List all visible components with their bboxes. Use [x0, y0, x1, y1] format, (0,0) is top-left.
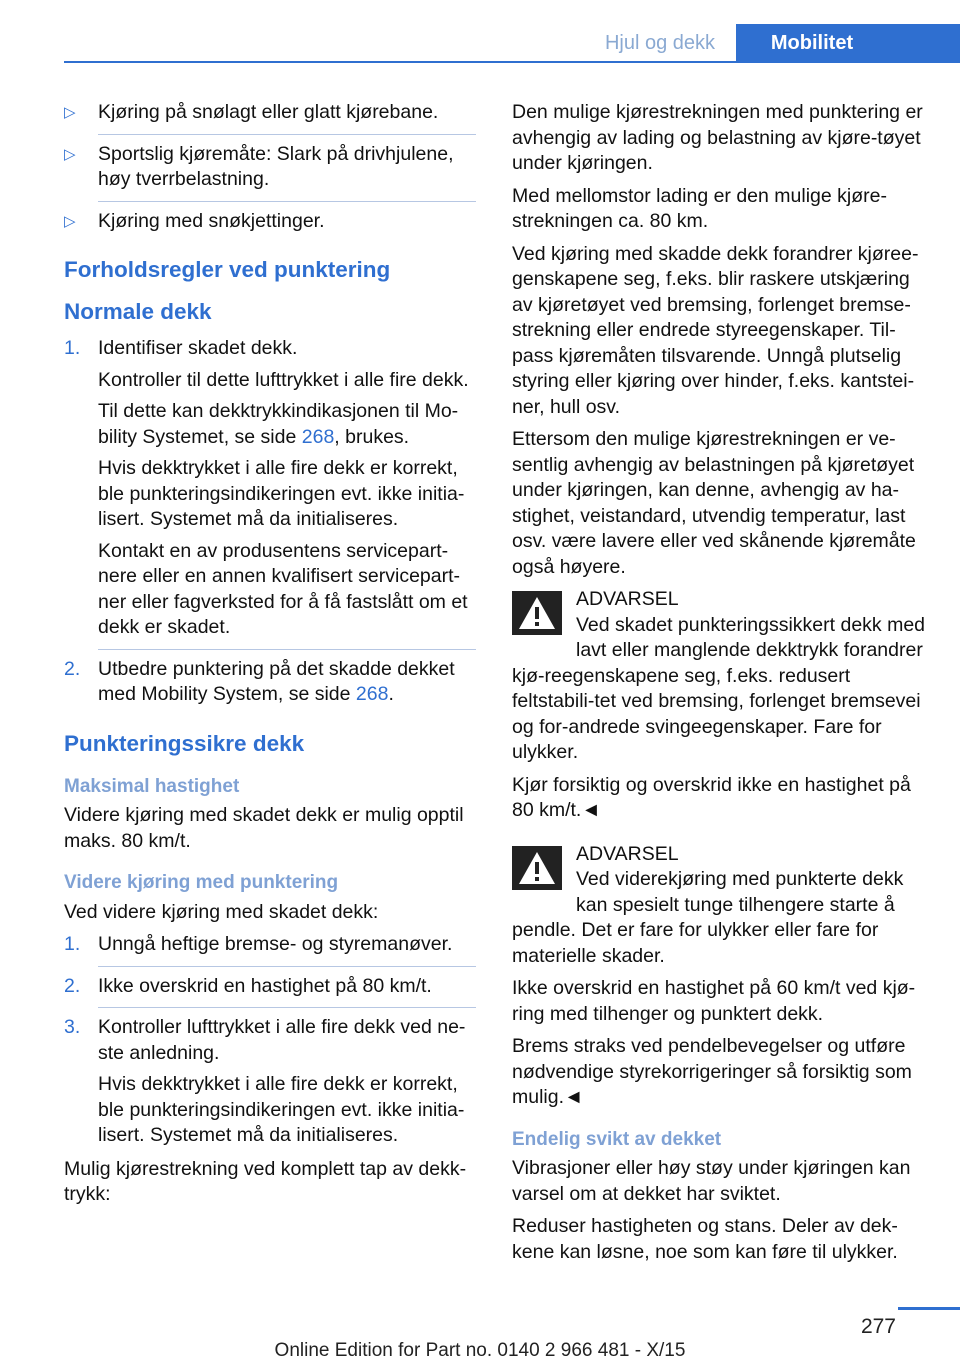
footer-rule	[898, 1307, 960, 1310]
text-segment: .	[388, 683, 394, 705]
step-item	[64, 932, 476, 958]
step-title: Identifiser skadet dekk.	[98, 337, 298, 359]
bullet-triangle-icon: ▷	[64, 212, 76, 230]
warning-block	[512, 842, 926, 970]
warning-title: ADVARSEL	[576, 842, 679, 865]
step-item	[64, 974, 476, 1000]
step-item	[64, 336, 476, 641]
paragraph: Reduser hastigheten og stans. Deler av dek-kene kan løsne, noe som kan føre til ulykker.	[512, 1215, 898, 1263]
warning-triangle-icon	[512, 591, 562, 635]
paragraph: Med mellomstor lading er den mulige kjøre-strekningen ca. 80 km.	[512, 184, 887, 232]
text-segment: , brukes.	[334, 425, 410, 448]
warning-triangle-icon	[512, 846, 562, 890]
paragraph: Ved kjøring med skadde dekk forandrer kjøree-genskapene seg, f.eks. blir raskere utskjæring av kjøretøyet ved bremsing, forlenget bremse-strekning eller endrede styreegenskaper. Til-pass kjøremåten tilsvarende. Unngå plutselig styring eller kjøring over hinder, f.eks. kantstei-ner, hull osv.	[512, 242, 919, 418]
warning-text: Ved skadet punkteringssikkert dekk med lavt eller manglende dekktrykk forandrer kjø-reegenskapene seg, f.eks. redusert feltstabili-tet ved bremsing, forlenget bremsevei og for-andrede svingeegenskaper. Fare for ulykker.	[512, 613, 926, 763]
tab-mobilitet[interactable]: Mobilitet	[736, 24, 960, 62]
step-text: Kontroller lufttrykket i alle fire dekk ved ne-ste anledning.	[98, 1016, 466, 1064]
paragraph: Den mulige kjørestrekningen med punktering er avhengig av lading og belastning av kjøre-tøyet under kjøringen.	[512, 101, 923, 174]
paragraph: Ved videre kjøring med skadet dekk:	[64, 900, 379, 923]
divider	[98, 1007, 476, 1008]
divider	[98, 649, 476, 650]
paragraph: Videre kjøring med skadet dekk er mulig opptil maks. 80 km/t.	[64, 804, 464, 852]
heading-punkteringssikre: Punkteringssikre dekk	[64, 730, 305, 756]
divider	[98, 201, 476, 202]
step-text	[98, 399, 476, 450]
bullet-triangle-icon: ▷	[64, 104, 76, 121]
heading-forholdsregler: Forholdsregler ved punktering	[64, 257, 391, 282]
heading-videre-kjoring: Videre kjøring med punktering	[64, 872, 339, 893]
text-segment: Til dette kan dekktrykkindikasjonen til Mo-bility Systemet, se side	[98, 400, 459, 448]
step-number: 3.	[64, 1016, 81, 1038]
list-item-text: Kjøring med snøkjettinger.	[98, 209, 325, 232]
step-text: Kontakt en av produsentens servicepart-nere eller en annen kvalifisert servicepart-ner eller fagverksted for å få fastslått om et dekk er skadet.	[98, 539, 468, 638]
step-text: Ikke overskrid en hastighet på 80 km/t.	[98, 974, 432, 997]
step-number: 1.	[64, 933, 81, 955]
step-text: Hvis dekktrykket i alle fire dekk er korrekt, ble punkteringsindikeringen evt. ikke initia-lisert. Systemet må da initialiseres.	[98, 457, 465, 530]
paragraph: Ettersom den mulige kjørestrekningen er ve-sentlig avhengig av belastningen på kjøretøyet under kjøringen, kan denne, avhengig av ha-stighet, veistandard, utvendig temperatur, last osv. være lavere eller ved skånende kjøremåte også høyere.	[512, 428, 916, 578]
paragraph: Kjør forsiktig og overskrid ikke en hastighet på 80 km/t.◄	[512, 773, 911, 821]
step-number: 2.	[64, 974, 81, 997]
divider	[98, 134, 476, 135]
step-text: Hvis dekktrykket i alle fire dekk er korrekt, ble punkteringsindikeringen evt. ikke initia-lisert. Systemet må da initialiseres.	[98, 1073, 465, 1146]
paragraph: Brems straks ved pendelbevegelser og utføre nødvendige styrekorrigeringer så forsiktig som mulig.◄	[512, 1035, 912, 1108]
page-number: 277	[860, 1315, 896, 1338]
footer-edition: Online Edition for Part no. 0140 2 966 481 - X/15	[274, 1340, 686, 1361]
page-link-268[interactable]: 268	[355, 683, 389, 705]
header-tabs	[584, 24, 960, 62]
paragraph: Vibrasjoner eller høy støy under kjøringen kan varsel om at dekket har sviktet.	[512, 1157, 911, 1205]
text-segment: Utbedre punktering på det skadde dekket med Mobility System, se side	[98, 657, 455, 705]
header-rule	[64, 61, 960, 63]
heading-maksimal-hastighet: Maksimal hastighet	[64, 775, 240, 797]
list-item-text: Kjøring på snølagt eller glatt kjørebane.	[98, 101, 439, 123]
step-item	[64, 1015, 476, 1149]
list-item	[64, 142, 476, 193]
warning-block	[512, 587, 926, 766]
paragraph: Ikke overskrid en hastighet på 60 km/t ved kjø-ring med tilhenger og punktert dekk.	[512, 977, 916, 1025]
list-item	[64, 100, 476, 126]
tab-hjul-og-dekk[interactable]: Hjul og dekk	[584, 24, 736, 62]
warning-title: ADVARSEL	[576, 588, 679, 610]
warning-text: Ved viderekjøring med punkterte dekk kan spesielt tunge tilhengere starte å pendle. Det er fare for ulykker eller fare for materielle skader.	[512, 868, 904, 967]
bullet-triangle-icon: ▷	[64, 145, 76, 163]
paragraph: Mulig kjørestrekning ved komplett tap av dekk-trykk:	[64, 1157, 467, 1205]
step-text: Unngå heftige bremse- og styremanøver.	[98, 933, 453, 955]
heading-normale-dekk: Normale dekk	[64, 299, 212, 324]
step-number: 1.	[64, 337, 81, 359]
step-text: Kontroller til dette lufttrykket i alle fire dekk.	[98, 368, 469, 391]
list-item	[64, 209, 476, 235]
list-item-text: Sportslig kjøremåte: Slark på drivhjulene, høy tverrbelastning.	[98, 142, 454, 190]
heading-endelig-svikt: Endelig svikt av dekket	[512, 1128, 722, 1150]
right-column	[512, 100, 926, 1272]
step-item	[64, 657, 476, 708]
left-column	[64, 100, 476, 1215]
page-link-268[interactable]: 268	[301, 425, 335, 448]
divider	[98, 966, 476, 967]
step-number: 2.	[64, 657, 81, 680]
